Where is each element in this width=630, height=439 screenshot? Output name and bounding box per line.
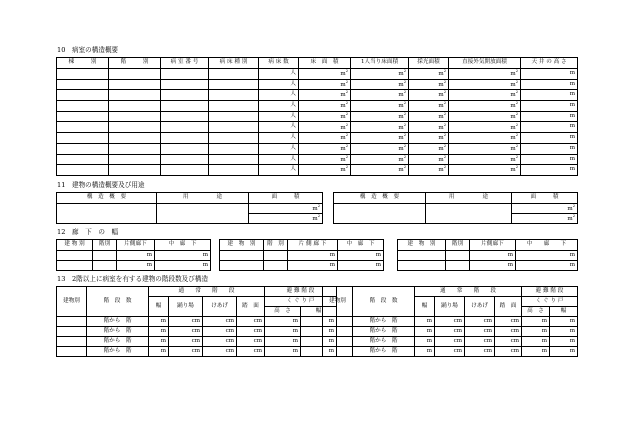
width-cell: m: [470, 261, 516, 271]
beds-cell: 人: [259, 69, 299, 80]
table-row: [57, 122, 578, 133]
cell: [109, 154, 161, 165]
area-cell: $m^2$: [351, 90, 409, 101]
measure-cell: m: [415, 337, 435, 347]
area-cell: $m^2$: [351, 69, 409, 80]
cell: [109, 69, 161, 80]
col-structure: 構 造 概 要: [57, 193, 157, 204]
area-cell: $m^2$: [409, 133, 449, 144]
cell: [57, 251, 93, 261]
measure-cell: m: [522, 337, 550, 347]
cell: [426, 204, 512, 224]
measure-cell: m: [265, 327, 301, 337]
col-center-corridor: 中 廊 下: [516, 240, 578, 251]
ceiling-cell: m: [521, 111, 578, 122]
area-cell: $m^2$: [299, 90, 351, 101]
table-row: [323, 317, 578, 327]
measure-cell: cm: [465, 317, 495, 327]
area-cell: $m^2$: [351, 111, 409, 122]
col-usage: 用 途: [426, 193, 512, 204]
staircase-table-right: [322, 286, 578, 357]
area-cell: $m^2$: [299, 165, 351, 176]
area-cell: $m^2$: [249, 214, 323, 224]
area-cell: $m^2$: [409, 79, 449, 90]
cell: [57, 204, 157, 224]
col-building: 建 物 別: [398, 240, 446, 251]
col-building: 建 物 別: [220, 240, 264, 251]
cell: [209, 69, 259, 80]
col-door-height: 高 さ: [522, 307, 550, 317]
col-single-corridor: 片側廊下: [117, 240, 155, 251]
col-stairs: 階 段 数: [353, 287, 415, 317]
col-header: 病 室 番 号: [161, 58, 209, 69]
ceiling-cell: m: [521, 69, 578, 80]
col-header: 直接外気開放面積: [449, 58, 521, 69]
ceiling-cell: m: [521, 143, 578, 154]
cell: [334, 204, 426, 224]
measure-cell: m: [149, 317, 169, 327]
measure-cell: cm: [203, 347, 237, 357]
area-cell: $m^2$: [409, 90, 449, 101]
measure-cell: cm: [495, 327, 522, 337]
measure-cell: m: [550, 327, 578, 337]
col-riser: けあげ: [465, 297, 495, 317]
col-header: 病 床 種 別: [209, 58, 259, 69]
measure-cell: cm: [169, 317, 203, 327]
measure-cell: m: [415, 347, 435, 357]
floor-range-cell: 階から 階: [87, 327, 149, 337]
col-stairs: 階 段 数: [87, 287, 149, 317]
cell: [264, 261, 288, 271]
beds-cell: 人: [259, 101, 299, 112]
measure-cell: cm: [435, 337, 465, 347]
area-cell: $m^2$: [449, 122, 521, 133]
building-structure-table-right: [333, 192, 578, 224]
col-area: 面 積: [249, 193, 323, 204]
width-cell: m: [117, 251, 155, 261]
measure-cell: m: [522, 327, 550, 337]
col-door-height: 高 さ: [265, 307, 301, 317]
measure-cell: cm: [435, 347, 465, 357]
measure-cell: cm: [495, 317, 522, 327]
table-row: [57, 90, 578, 101]
cell: [109, 143, 161, 154]
cell: [57, 327, 87, 337]
beds-cell: 人: [259, 143, 299, 154]
cell: [209, 111, 259, 122]
cell: [161, 79, 209, 90]
width-cell: m: [516, 261, 578, 271]
area-cell: $m^2$: [299, 154, 351, 165]
col-building: 建 物 別: [57, 240, 93, 251]
width-cell: m: [117, 261, 155, 271]
cell: [57, 122, 109, 133]
ceiling-cell: m: [521, 101, 578, 112]
col-header: 床 面 積: [299, 58, 351, 69]
ceiling-cell: m: [521, 79, 578, 90]
cell: [93, 251, 117, 261]
area-cell: $m^2$: [299, 79, 351, 90]
measure-cell: m: [301, 347, 337, 357]
staircase-table-left: [56, 286, 337, 357]
area-cell: $m^2$: [351, 133, 409, 144]
cell: [57, 111, 109, 122]
area-cell: $m^2$: [409, 154, 449, 165]
area-cell: $m^2$: [449, 143, 521, 154]
cell: [93, 261, 117, 271]
col-building: 建物別: [57, 287, 87, 317]
sec13-title: 13 2階以上に病室を有する建物の階段数及び構造: [57, 275, 209, 283]
floor-range-cell: 階から 階: [87, 317, 149, 327]
table-row: [57, 79, 578, 90]
cell: [209, 133, 259, 144]
area-cell: $m^2$: [351, 154, 409, 165]
area-cell: $m^2$: [299, 101, 351, 112]
cell: [398, 261, 446, 271]
measure-cell: cm: [465, 347, 495, 357]
cell: [57, 133, 109, 144]
table-row: [57, 111, 578, 122]
cell: [323, 327, 353, 337]
cell: [57, 154, 109, 165]
ceiling-cell: m: [521, 165, 578, 176]
building-structure-table-left: [56, 192, 323, 224]
width-cell: m: [470, 251, 516, 261]
table-row: [57, 69, 578, 80]
area-cell: $m^2$: [449, 154, 521, 165]
cell: [57, 347, 87, 357]
cell: [209, 122, 259, 133]
col-header: 階 別: [109, 58, 161, 69]
measure-cell: m: [522, 347, 550, 357]
floor-range-cell: 階から 階: [353, 337, 415, 347]
cell: [209, 165, 259, 176]
width-cell: m: [338, 251, 384, 261]
cell: [220, 251, 264, 261]
area-cell: $m^2$: [409, 165, 449, 176]
width-cell: m: [155, 261, 211, 271]
area-cell: $m^2$: [449, 111, 521, 122]
area-cell: $m^2$: [449, 165, 521, 176]
sec10-title: 10 病室の構造概要: [57, 46, 119, 54]
cell: [398, 251, 446, 261]
measure-cell: m: [149, 347, 169, 357]
table-row: [57, 101, 578, 112]
sec11-title: 11 建物の構造概要及び用途: [57, 181, 145, 189]
col-door-width: 幅: [301, 307, 337, 317]
measure-cell: m: [149, 327, 169, 337]
col-width: 幅: [415, 297, 435, 317]
table-row: [57, 133, 578, 144]
measure-cell: cm: [237, 317, 265, 327]
beds-cell: 人: [259, 133, 299, 144]
table-row: [57, 165, 578, 176]
floor-range-cell: 階から 階: [87, 337, 149, 347]
cell: [209, 154, 259, 165]
measure-cell: cm: [237, 347, 265, 357]
width-cell: m: [155, 251, 211, 261]
col-landing: 踊り場: [435, 297, 465, 317]
area-cell: $m^2$: [299, 122, 351, 133]
ceiling-cell: m: [521, 90, 578, 101]
width-cell: m: [288, 251, 338, 261]
col-floor: 階別: [446, 240, 470, 251]
area-cell: $m^2$: [351, 165, 409, 176]
col-tread: 踏 面: [237, 297, 265, 317]
col-door: く ぐ り 戸: [265, 297, 337, 307]
area-cell: $m^2$: [299, 69, 351, 80]
room-structure-table: [56, 57, 578, 176]
cell: [446, 261, 470, 271]
cell: [161, 154, 209, 165]
cell: [57, 79, 109, 90]
cell: [57, 101, 109, 112]
floor-range-cell: 階から 階: [353, 327, 415, 337]
col-single-corridor: 片側廊下: [470, 240, 516, 251]
col-center-corridor: 中 廊 下: [155, 240, 211, 251]
area-cell: $m^2$: [449, 79, 521, 90]
table-row: [57, 154, 578, 165]
col-header: 1人当り床面積: [351, 58, 409, 69]
cell: [109, 101, 161, 112]
measure-cell: cm: [203, 327, 237, 337]
ceiling-cell: m: [521, 133, 578, 144]
measure-cell: m: [265, 347, 301, 357]
cell: [161, 133, 209, 144]
cell: [109, 133, 161, 144]
col-tread: 踏 面: [495, 297, 522, 317]
table-row: [57, 347, 337, 357]
table-row: [57, 317, 337, 327]
cell: [109, 111, 161, 122]
measure-cell: m: [415, 317, 435, 327]
area-cell: $m^2$: [409, 69, 449, 80]
col-landing: 踊り場: [169, 297, 203, 317]
area-cell: $m^2$: [409, 101, 449, 112]
cell: [161, 101, 209, 112]
table-row: [57, 143, 578, 154]
width-cell: m: [288, 261, 338, 271]
width-cell: m: [338, 261, 384, 271]
sec12-title: 12 廊 下 の 幅: [57, 228, 119, 236]
table-row: [57, 327, 337, 337]
cell: [57, 317, 87, 327]
area-cell: $m^2$: [299, 111, 351, 122]
corridor-table-2: [219, 239, 384, 271]
area-cell: $m^2$: [409, 111, 449, 122]
table-row: [323, 327, 578, 337]
table-row: [57, 337, 337, 347]
measure-cell: m: [301, 317, 337, 327]
measure-cell: cm: [465, 337, 495, 347]
area-cell: $m^2$: [351, 122, 409, 133]
col-width: 幅: [149, 297, 169, 317]
col-building: 建物別: [323, 287, 353, 317]
col-door: く ぐ り 戸: [522, 297, 578, 307]
floor-range-cell: 階から 階: [87, 347, 149, 357]
cell: [209, 101, 259, 112]
floor-range-cell: 階から 階: [353, 317, 415, 327]
measure-cell: m: [265, 317, 301, 327]
col-evac-stairs: 避 難 階 段: [265, 287, 337, 297]
area-cell: $m^2$: [299, 133, 351, 144]
cell: [57, 143, 109, 154]
measure-cell: cm: [169, 337, 203, 347]
cell: [109, 165, 161, 176]
col-floor: 階別: [93, 240, 117, 251]
col-riser: けあげ: [203, 297, 237, 317]
cell: [109, 90, 161, 101]
col-evac-stairs: 避 難 階 段: [522, 287, 578, 297]
cell: [161, 143, 209, 154]
cell: [161, 111, 209, 122]
area-cell: $m^2$: [449, 133, 521, 144]
floor-range-cell: 階から 階: [353, 347, 415, 357]
col-floor: 階 別: [264, 240, 288, 251]
beds-cell: 人: [259, 111, 299, 122]
col-header: 棟 別: [57, 58, 109, 69]
measure-cell: cm: [169, 327, 203, 337]
cell: [161, 69, 209, 80]
cell: [323, 347, 353, 357]
area-cell: $m^2$: [449, 90, 521, 101]
area-cell: $m^2$: [449, 69, 521, 80]
cell: [323, 317, 353, 327]
table-row: [323, 337, 578, 347]
beds-cell: 人: [259, 165, 299, 176]
area-cell: $m^2$: [299, 143, 351, 154]
cell: [109, 122, 161, 133]
cell: [161, 122, 209, 133]
cell: [209, 90, 259, 101]
area-cell: $m^2$: [449, 101, 521, 112]
measure-cell: m: [550, 347, 578, 357]
area-cell: $m^2$: [512, 204, 578, 214]
col-header: 病 床 数: [259, 58, 299, 69]
ceiling-cell: m: [521, 122, 578, 133]
area-cell: $m^2$: [409, 122, 449, 133]
table-header: [57, 58, 578, 69]
corridor-table-3: [397, 239, 578, 271]
col-structure: 構 造 概 要: [334, 193, 426, 204]
cell: [57, 337, 87, 347]
col-center-corridor: 中 廊 下: [338, 240, 384, 251]
measure-cell: cm: [435, 317, 465, 327]
beds-cell: 人: [259, 154, 299, 165]
measure-cell: m: [522, 317, 550, 327]
measure-cell: cm: [495, 347, 522, 357]
col-area: 面 積: [512, 193, 578, 204]
measure-cell: m: [301, 327, 337, 337]
cell: [323, 337, 353, 347]
area-cell: $m^2$: [409, 143, 449, 154]
cell: [109, 79, 161, 90]
col-normal-stairs: 通 常 階 段: [149, 287, 265, 297]
area-cell: $m^2$: [351, 101, 409, 112]
measure-cell: cm: [237, 337, 265, 347]
measure-cell: cm: [203, 317, 237, 327]
measure-cell: m: [265, 337, 301, 347]
cell: [209, 143, 259, 154]
area-cell: $m^2$: [249, 204, 323, 214]
col-normal-stairs: 通 常 階 段: [415, 287, 522, 297]
area-cell: $m^2$: [512, 214, 578, 224]
cell: [161, 90, 209, 101]
col-usage: 用 途: [157, 193, 249, 204]
col-header: 天 井 の 高 さ: [521, 58, 578, 69]
beds-cell: 人: [259, 79, 299, 90]
measure-cell: cm: [495, 337, 522, 347]
cell: [57, 261, 93, 271]
col-single-corridor: 片 側 廊 下: [288, 240, 338, 251]
measure-cell: m: [301, 337, 337, 347]
measure-cell: m: [149, 337, 169, 347]
col-header: 採光面積: [409, 58, 449, 69]
measure-cell: m: [415, 327, 435, 337]
width-cell: m: [516, 251, 578, 261]
cell: [157, 204, 249, 224]
measure-cell: m: [550, 317, 578, 327]
measure-cell: cm: [435, 327, 465, 337]
cell: [220, 261, 264, 271]
cell: [209, 79, 259, 90]
cell: [57, 69, 109, 80]
cell: [57, 90, 109, 101]
ceiling-cell: m: [521, 154, 578, 165]
corridor-table-1: [56, 239, 211, 271]
table-row: [323, 347, 578, 357]
beds-cell: 人: [259, 122, 299, 133]
measure-cell: cm: [237, 327, 265, 337]
cell: [446, 251, 470, 261]
cell: [57, 165, 109, 176]
cell: [161, 165, 209, 176]
cell: [264, 251, 288, 261]
measure-cell: cm: [465, 327, 495, 337]
measure-cell: m: [550, 337, 578, 347]
col-door-width: 幅: [550, 307, 578, 317]
measure-cell: cm: [203, 337, 237, 347]
beds-cell: 人: [259, 90, 299, 101]
area-cell: $m^2$: [351, 143, 409, 154]
area-cell: $m^2$: [351, 79, 409, 90]
measure-cell: cm: [169, 347, 203, 357]
